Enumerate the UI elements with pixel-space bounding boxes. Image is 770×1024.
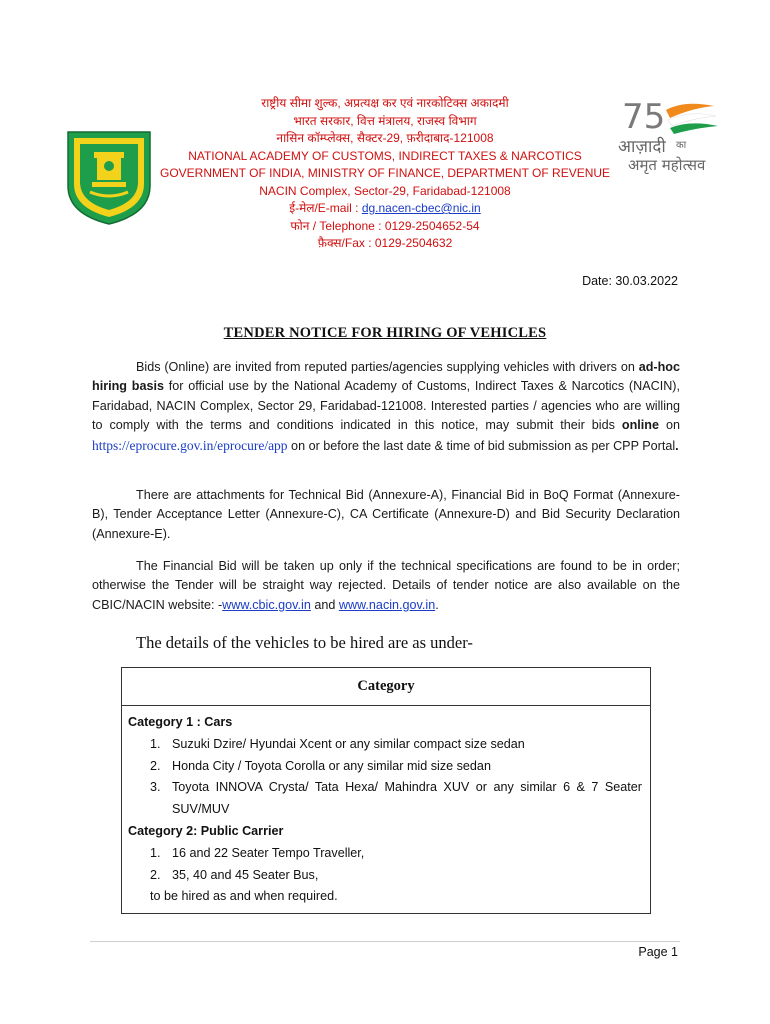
category-2-title: Category 2: Public Carrier: [128, 823, 284, 838]
logo-amrit-mahotsav-text: अमृत महोत्सव: [628, 156, 706, 174]
list-item: 1. Suzuki Dzire/ Hyundai Xcent or any similar compact size sedan: [150, 736, 525, 751]
email-line: [160, 200, 610, 218]
logo-azadi-text: आज़ादी: [618, 137, 666, 157]
page-number: Page 1: [638, 945, 678, 959]
list-item: 1. 16 and 22 Seater Tempo Traveller,: [150, 845, 365, 860]
paragraph-financial-bid: The Financial Bid will be taken up only if the technical specifications are found to be in order; otherwise the Tender will be straight way rejected. Details of tender notice are also available on the CBIC/NACIN website: -www.cbic.gov.in and www.nacin.gov.in.: [92, 559, 680, 612]
hindi-academy-name: राष्ट्रीय सीमा शुल्क, अप्रत्यक्ष कर एवं नारकोटिक्स अकादमी: [261, 96, 509, 110]
nacin-emblem-logo: [64, 126, 154, 226]
english-academy-name: NATIONAL ACADEMY OF CUSTOMS, INDIRECT TAXES & NARCOTICS: [188, 148, 582, 163]
table-body-cell: [122, 706, 651, 914]
table-header-category: Category: [122, 668, 651, 706]
nacin-website-link[interactable]: www.nacin.gov.in: [338, 597, 436, 612]
paragraph-attachments: There are attachments for Technical Bid (Annexure-A), Financial Bid in BoQ Format (Annexure-B), Tender Acceptance Letter (Annexure-C), CA Certificate (Annexure-D) and Bid Security Declaration (Annexure-E).: [92, 488, 680, 541]
category-1-title: Category 1 : Cars: [128, 715, 233, 729]
eprocure-link[interactable]: https://eprocure.gov.in/eprocure/app: [92, 437, 288, 453]
list-item: 2. 35, 40 and 45 Seater Bus,: [150, 867, 319, 882]
online-bold: online: [621, 418, 659, 433]
vehicle-category-table: [121, 667, 651, 914]
logo-ka-text: का: [676, 140, 687, 151]
logo-75-text: 75: [622, 97, 666, 137]
paragraph-bids-invitation: Bids (Online) are invited from reputed parties/agencies supplying vehicles with drivers on ad-hoc hiring basis for official use by the National Academy of Customs, Indirect Taxes & Narcotics (NACIN), Faridabad, NACIN Complex, Sector 29, Faridabad-121008. Interested parties / agencies who are willing to comply with the terms and conditions indicated in this notice, may submit their bids online on https://eprocure.gov.in/eprocure/app on or before the last date & time of bid submission as per CPP Portal.: [92, 360, 680, 453]
notice-title: TENDER NOTICE FOR HIRING OF VEHICLES: [223, 325, 547, 341]
telephone-line: फोन / Telephone : 0129-2504652-54: [290, 218, 480, 233]
hindi-address: नासिन कॉम्प्लेक्स, सैक्टर-29, फ़रीदाबाद-121008: [276, 131, 494, 145]
vehicle-details-heading: The details of the vehicles to be hired are as under-: [136, 633, 473, 652]
english-address: NACIN Complex, Sector-29, Faridabad-121008: [259, 183, 511, 198]
hiring-note: to be hired as and when required.: [150, 889, 338, 904]
azadi-ka-amrit-mahotsav-logo: [614, 94, 724, 174]
fax-line: फ़ैक्स/Fax : 0129-2504632: [317, 236, 453, 250]
hindi-government-line: भारत सरकार, वित्त मंत्रालय, राजस्व विभाग: [293, 113, 477, 128]
email-link[interactable]: dg.nacen-cbec@nic.in: [361, 201, 481, 215]
list-item: 3. Toyota INNOVA Crysta/ Tata Hexa/ Mahindra XUV or any similar 6 & 7 Seater SUV/MUV: [150, 780, 642, 817]
english-government-line: GOVERNMENT OF INDIA, MINISTRY OF FINANCE, DEPARTMENT OF REVENUE: [160, 166, 611, 180]
list-item: 2. Honda City / Toyota Corolla or any similar mid size sedan: [150, 758, 491, 773]
notice-date: Date: 30.03.2022: [582, 274, 678, 288]
cbic-website-link[interactable]: www.cbic.gov.in: [222, 597, 311, 612]
letterhead: [160, 95, 610, 253]
adhoc-hiring-bold: ad-hoc hiring basis: [92, 360, 680, 394]
footer-divider: [90, 941, 680, 942]
email-label: ई-मेल/E-mail :: [289, 201, 362, 215]
